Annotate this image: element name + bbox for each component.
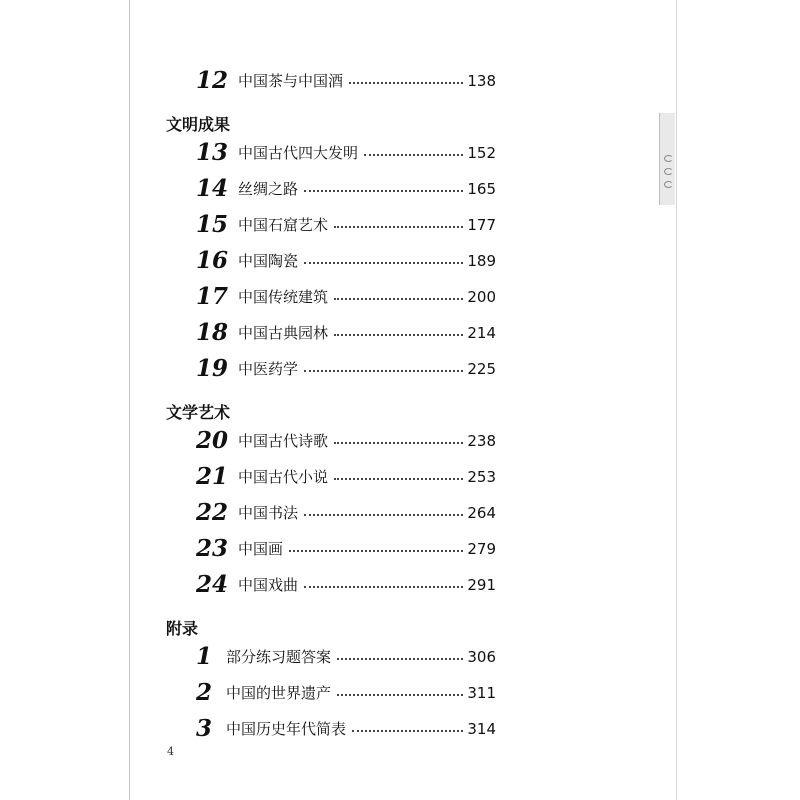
toc-entry[interactable]	[0, 642, 800, 672]
toc-entry[interactable]	[0, 570, 800, 600]
section-heading: 附录	[166, 619, 199, 638]
entry-page: 214	[467, 324, 496, 342]
entry-number: 19	[195, 355, 228, 382]
entry-page: 177	[467, 216, 496, 234]
entry-title: 中国传统建筑	[238, 288, 329, 306]
entry-title: 中医药学	[238, 360, 299, 378]
entry-page: 225	[467, 360, 496, 378]
leader-dots	[334, 298, 463, 300]
toc-entry[interactable]	[0, 318, 800, 348]
entry-number: 3	[195, 715, 212, 742]
entry-page: 311	[467, 684, 496, 702]
entry-page: 314	[467, 720, 496, 738]
leader-dots	[304, 514, 463, 516]
entry-number: 1	[195, 643, 212, 670]
leader-dots	[352, 730, 463, 732]
toc-entry[interactable]	[0, 426, 800, 456]
entry-title: 丝绸之路	[238, 180, 299, 198]
entry-number: 2	[195, 679, 212, 706]
page-folio: 4	[167, 745, 174, 758]
leader-dots	[304, 370, 463, 372]
leader-dots	[304, 586, 463, 588]
entry-page: 291	[467, 576, 496, 594]
entry-number: 23	[195, 535, 228, 562]
entry-page: 152	[467, 144, 496, 162]
entry-page: 189	[467, 252, 496, 270]
entry-number: 24	[195, 571, 228, 598]
section-heading: 文学艺术	[166, 403, 231, 422]
toc-entry[interactable]	[0, 66, 800, 96]
toc-entry[interactable]	[0, 354, 800, 384]
entry-title: 中国历史年代简表	[226, 720, 347, 738]
entry-number: 16	[195, 247, 228, 274]
leader-dots	[334, 442, 463, 444]
leader-dots	[364, 154, 463, 156]
section-heading: 文明成果	[166, 115, 231, 134]
leader-dots	[304, 190, 463, 192]
toc-entry[interactable]	[0, 714, 800, 744]
entry-number: 15	[195, 211, 228, 238]
entry-title: 中国古代小说	[238, 468, 329, 486]
entry-title: 中国古代诗歌	[238, 432, 329, 450]
entry-number: 21	[195, 463, 228, 490]
entry-title: 中国石窟艺术	[238, 216, 329, 234]
entry-title: 部分练习题答案	[226, 648, 332, 666]
entry-number: 22	[195, 499, 228, 526]
toc-entry[interactable]	[0, 534, 800, 564]
entry-title: 中国古典园林	[238, 324, 329, 342]
leader-dots	[334, 478, 463, 480]
entry-page: 138	[467, 72, 496, 90]
leader-dots	[289, 550, 463, 552]
toc-entry[interactable]	[0, 246, 800, 276]
leader-dots	[334, 334, 463, 336]
entry-title: 中国的世界遗产	[226, 684, 332, 702]
leader-dots	[334, 226, 463, 228]
entry-title: 中国陶瓷	[238, 252, 299, 270]
entry-number: 17	[195, 283, 228, 310]
entry-page: 165	[467, 180, 496, 198]
entry-page: 306	[467, 648, 496, 666]
entry-page: 238	[467, 432, 496, 450]
entry-number: 13	[195, 139, 228, 166]
entry-title: 中国茶与中国酒	[238, 72, 344, 90]
entry-page: 279	[467, 540, 496, 558]
toc-entry[interactable]	[0, 678, 800, 708]
leader-dots	[337, 658, 463, 660]
toc-entry[interactable]	[0, 462, 800, 492]
entry-page: 253	[467, 468, 496, 486]
entry-number: 18	[195, 319, 228, 346]
entry-number: 20	[195, 427, 228, 454]
toc-entry[interactable]	[0, 498, 800, 528]
entry-page: 200	[467, 288, 496, 306]
leader-dots	[349, 82, 463, 84]
entry-title: 中国书法	[238, 504, 299, 522]
entry-number: 14	[195, 175, 228, 202]
entry-page: 264	[467, 504, 496, 522]
entry-title: 中国画	[238, 540, 284, 558]
toc-entry[interactable]	[0, 138, 800, 168]
entry-title: 中国古代四大发明	[238, 144, 359, 162]
entry-title: 中国戏曲	[238, 576, 299, 594]
leader-dots	[337, 694, 463, 696]
entry-number: 12	[195, 67, 228, 94]
toc-entry[interactable]	[0, 174, 800, 204]
toc-entry[interactable]	[0, 210, 800, 240]
toc-entry[interactable]	[0, 282, 800, 312]
leader-dots	[304, 262, 463, 264]
